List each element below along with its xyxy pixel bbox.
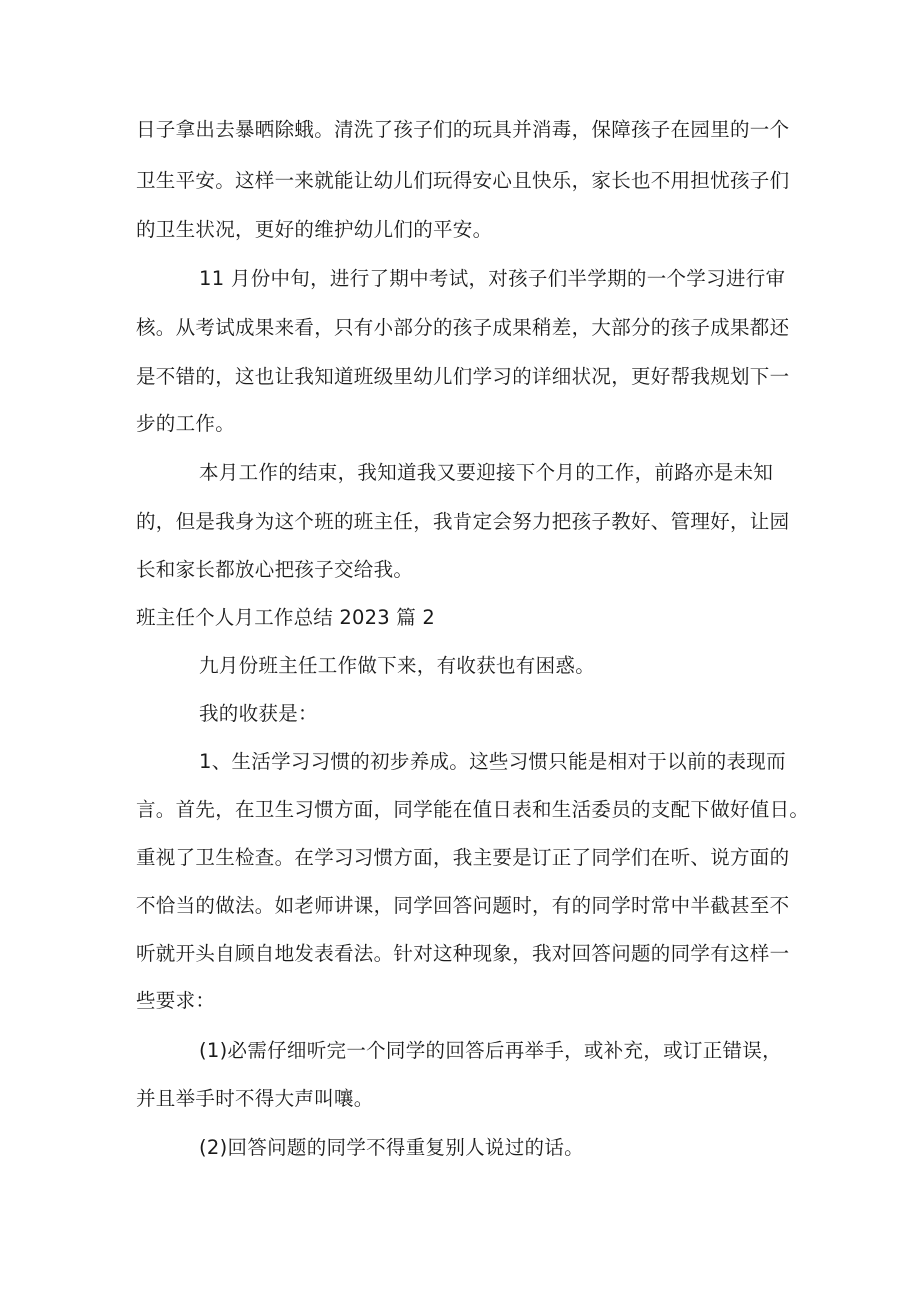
paragraph-line: 步的工作。 [136, 412, 236, 435]
paragraph-line: 长和家长都放心把孩子交给我。 [136, 558, 414, 581]
paragraph-line: 重视了卫生检查。在学习习惯方面，我主要是订正了同学们在听、说方面的 [136, 846, 790, 869]
paragraph-line: 日子拿出去暴晒除蛾。清洗了孩子们的玩具并消毒，保障孩子在园里的一个 [136, 118, 790, 141]
paragraph-line: 些要求： [136, 989, 216, 1012]
paragraph-line: 卫生平安。这样一来就能让幼儿们玩得安心且快乐，家长也不用担忧孩子们 [136, 169, 790, 192]
paragraph-line: 是不错的，这也让我知道班级里幼儿们学习的详细状况，更好帮我规划下一 [136, 365, 790, 388]
section-heading: 班主任个人月工作总结 2023 篇 2 [136, 606, 435, 629]
paragraph-line: 听就开头自顾自地发表看法。针对这种现象，我对回答问题的同学有这样一 [136, 942, 790, 965]
paragraph-line: 11 月份中旬，进行了期中考试，对孩子们半学期的一个学习进行审 [199, 267, 786, 290]
paragraph-line: 九月份班主任工作做下来，有收获也有困惑。 [199, 654, 596, 677]
paragraph-line: 的卫生状况，更好的维护幼儿们的平安。 [136, 218, 493, 241]
paragraph-line: 我的收获是： [199, 702, 318, 725]
paragraph-line: 核。从考试成果来看，只有小部分的孩子成果稍差，大部分的孩子成果都还 [136, 316, 790, 339]
paragraph-line: 不恰当的做法。如老师讲课，同学回答问题时，有的同学时常中半截甚至不 [136, 894, 790, 917]
paragraph-line: 1、生活学习习惯的初步养成。这些习惯只能是相对于以前的表现而 [199, 750, 786, 773]
paragraph-line: 本月工作的结束，我知道我又要迎接下个月的工作，前路亦是未知 [199, 461, 774, 484]
paragraph-line: 并且举手时不得大声叫嚷。 [136, 1087, 374, 1110]
paragraph-line: (1)必需仔细听完一个同学的回答后再举手，或补充，或订正错误， [199, 1039, 782, 1062]
paragraph-line: 的，但是我身为这个班的班主任，我肯定会努力把孩子教好、管理好，让园 [136, 510, 790, 533]
paragraph-line: 言。首先，在卫生习惯方面，同学能在值日表和生活委员的支配下做好值日。 [136, 798, 810, 821]
paragraph-line: (2)回答问题的同学不得重复别人说过的话。 [199, 1136, 584, 1159]
